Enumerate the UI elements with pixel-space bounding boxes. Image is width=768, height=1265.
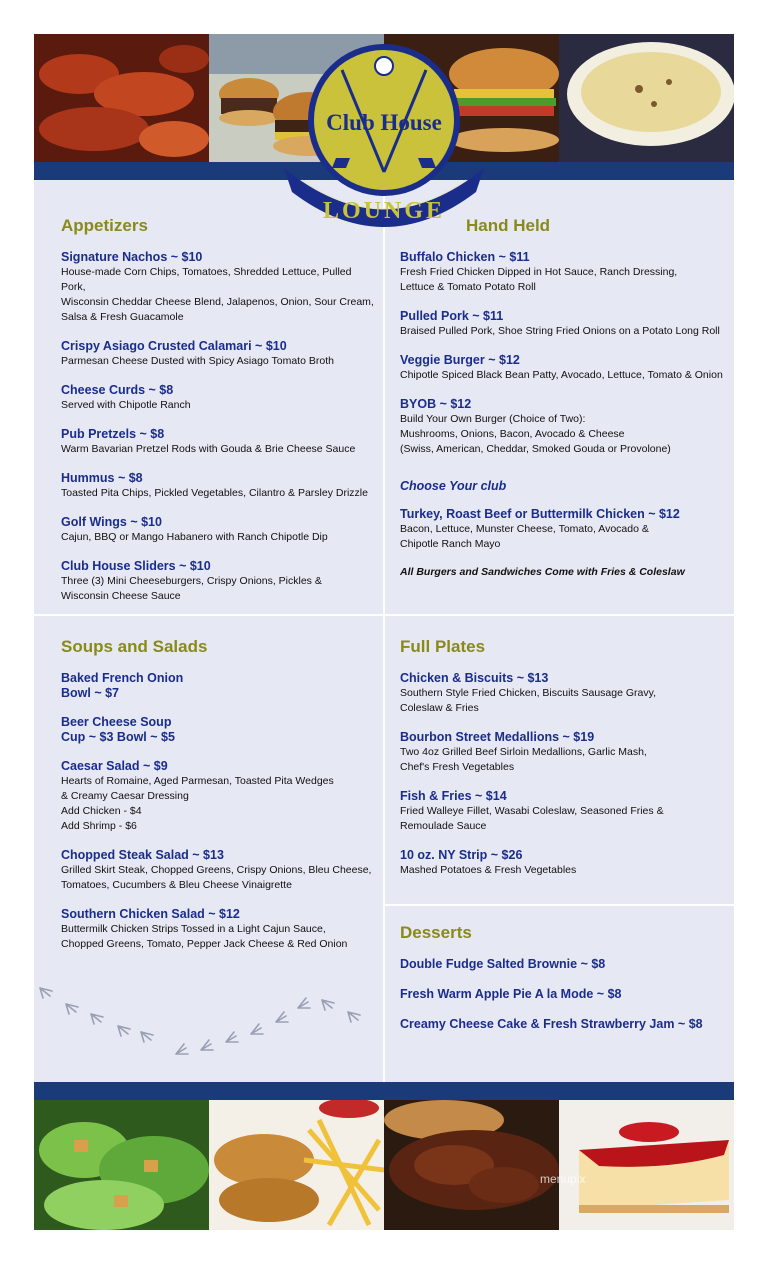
hand_held-item [400,250,725,295]
full_plates-item-desc: Coleslaw & Fries [400,702,479,714]
hand_held-item-desc: Fresh Fried Chicken Dipped in Hot Sauce, Ranch Dressing, [400,266,678,278]
hand-held-list [400,250,725,457]
soups_salads-item-name: Baked French Onion [61,671,184,685]
desserts-divider [385,904,734,906]
appetizers-item-name: Club House Sliders ~ $10 [61,559,211,573]
bottom-navy-band [34,1082,734,1100]
appetizers-item [61,559,376,604]
appetizers-list [61,250,376,604]
soups_salads-item [61,715,376,745]
appetizers-item-desc: Wisconsin Cheddar Cheese Blend, Jalapenos, Onion, Sour Cream, [61,296,374,308]
appetizers-section [61,216,376,604]
logo-name-text: Club House [326,110,442,135]
chicken-wings-photo [34,34,209,162]
appetizers-item [61,515,376,545]
soups_salads-item-name: Cup ~ $3 Bowl ~ $5 [61,730,175,744]
full_plates-item-name: Chicken & Biscuits ~ $13 [400,671,549,685]
desserts-item-name: Creamy Cheese Cake & Fresh Strawberry Jam ~ $8 [400,1017,703,1031]
soups_salads-item-desc: Grilled Skirt Steak, Chopped Greens, Crispy Onions, Bleu Cheese, [61,864,372,876]
soup-photo [559,34,734,162]
club-sandwich-item [400,507,725,552]
appetizers-item-name: Pub Pretzels ~ $8 [61,427,165,441]
full_plates-item-desc: Two 4oz Grilled Beef Sirloin Medallions, Garlic Mash, [400,746,647,758]
soups_salads-item-desc: Buttermilk Chicken Strips Tossed in a Light Cajun Sauce, [61,923,326,935]
hand-held-section [400,216,725,578]
full_plates-item [400,789,725,834]
burgers-note: All Burgers and Sandwiches Come with Fries & Coleslaw [400,566,685,578]
full_plates-item-desc: Southern Style Fried Chicken, Biscuits Sausage Gravy, [400,687,657,699]
soups_salads-item-desc: Add Chicken - $4 [61,805,142,817]
appetizers-item-desc: House-made Corn Chips, Tomatoes, Shredded Lettuce, Pulled Pork, [61,266,352,293]
hand_held-item-name: BYOB ~ $12 [400,397,472,411]
soups_salads-item-name: Southern Chicken Salad ~ $12 [61,907,240,921]
full-plates-section [400,637,725,878]
hand_held-item-desc: Braised Pulled Pork, Shoe String Fried Onions on a Potato Long Roll [400,325,720,337]
soups_salads-item-name: Caesar Salad ~ $9 [61,759,168,773]
pulled-pork-photo [384,1100,559,1230]
full_plates-item-name: Fish & Fries ~ $14 [400,789,507,803]
hand_held-item-desc: Mushrooms, Onions, Bacon, Avocado & Cheese [400,428,625,440]
hand_held-item-desc: Chipotle Spiced Black Bean Patty, Avocado, Lettuce, Tomato & Onion [400,369,723,381]
logo-ribbon-text: LOUNGE [322,198,446,224]
desserts-item [400,1017,725,1032]
appetizers-item [61,250,376,325]
full_plates-item [400,730,725,775]
soups_salads-item-desc: Hearts of Romaine, Aged Parmesan, Toasted Pita Wedges [61,775,334,787]
soups_salads-item [61,671,376,701]
full_plates-item-name: 10 oz. NY Strip ~ $26 [400,848,523,862]
soups_salads-item-name: Bowl ~ $7 [61,686,120,700]
appetizers-item-desc: Three (3) Mini Cheeseburgers, Crispy Onions, Pickles & [61,575,322,587]
soups-salads-list [61,671,376,952]
soups_salads-item-desc: Add Shrimp - $6 [61,820,137,832]
full-plates-list [400,671,725,878]
hand_held-item-desc: Build Your Own Burger (Choice of Two): [400,413,586,425]
soups_salads-item-name: Beer Cheese Soup [61,715,172,729]
appetizers-item-name: Hummus ~ $8 [61,471,143,485]
full_plates-item-name: Bourbon Street Medallions ~ $19 [400,730,595,744]
desserts-item [400,987,725,1002]
desserts-section [400,923,725,1032]
soups-salads-title: Soups and Salads [61,637,208,656]
soups_salads-item [61,907,376,952]
appetizers-item-desc: Wisconsin Cheese Sauce [61,590,181,602]
bottom-photo-strip [34,1100,734,1230]
desserts-title: Desserts [400,923,472,942]
appetizers-item-name: Signature Nachos ~ $10 [61,250,203,264]
desserts-item-name: Fresh Warm Apple Pie A la Mode ~ $8 [400,987,622,1001]
full_plates-item-desc: Chef's Fresh Vegetables [400,761,515,773]
soups_salads-item-desc: Chopped Greens, Tomato, Pepper Jack Cheese & Red Onion [61,938,348,950]
appetizers-item-desc: Salsa & Fresh Guacamole [61,311,184,323]
appetizers-item [61,471,376,501]
club-house-logo [280,40,488,235]
hand-held-title: Hand Held [466,216,551,235]
full_plates-item-desc: Mashed Potatoes & Fresh Vegetables [400,864,577,876]
section-divider [34,614,734,616]
soups_salads-item-desc: Tomatoes, Cucumbers & Bleu Cheese Vinaigrette [61,879,292,891]
soups_salads-item [61,848,376,893]
club-sandwich-desc-2: Chipotle Ranch Mayo [400,538,501,550]
full_plates-item-desc: Fried Walleye Fillet, Wasabi Coleslaw, Seasoned Fries & [400,805,664,817]
column-divider [383,180,385,1082]
soups-salads-section [61,637,376,952]
appetizers-item-desc: Parmesan Cheese Dusted with Spicy Asiago Tomato Broth [61,355,334,367]
hand_held-item [400,353,725,383]
desserts-list [400,957,725,1032]
hand_held-item [400,397,725,457]
appetizers-item-desc: Warm Bavarian Pretzel Rods with Gouda & Brie Cheese Sauce [61,443,356,455]
hand_held-item [400,309,725,339]
soups_salads-item [61,759,376,834]
soups_salads-item-name: Chopped Steak Salad ~ $13 [61,848,224,862]
full_plates-item-desc: Remoulade Sauce [400,820,487,832]
caesar-salad-photo [34,1100,209,1230]
appetizers-item [61,383,376,413]
hand_held-item-name: Pulled Pork ~ $11 [400,309,504,323]
appetizers-item-name: Crispy Asiago Crusted Calamari ~ $10 [61,339,287,353]
full-plates-title: Full Plates [400,637,486,656]
hand_held-item-name: Veggie Burger ~ $12 [400,353,520,367]
hand_held-item-desc: Lettuce & Tomato Potato Roll [400,281,536,293]
appetizers-item-desc: Toasted Pita Chips, Pickled Vegetables, Cilantro & Parsley Drizzle [61,487,368,499]
club-sandwich-name: Turkey, Roast Beef or Buttermilk Chicken ~ $12 [400,507,680,521]
appetizers-title: Appetizers [61,216,148,235]
appetizers-item [61,427,376,457]
menupix-watermark: menupix [540,1172,586,1186]
soups_salads-item-desc: & Creamy Caesar Dressing [61,790,189,802]
appetizers-item-desc: Cajun, BBQ or Mango Habanero with Ranch Chipotle Dip [61,531,328,543]
hand_held-item-desc: (Swiss, American, Cheddar, Smoked Gouda or Provolone) [400,443,671,455]
appetizers-item-name: Cheese Curds ~ $8 [61,383,174,397]
hand_held-item-name: Buffalo Chicken ~ $11 [400,250,530,264]
desserts-item [400,957,725,972]
appetizers-item-desc: Served with Chipotle Ranch [61,399,191,411]
bird-footprints-decoration [36,982,376,1062]
full_plates-item [400,848,725,878]
appetizers-item [61,339,376,369]
full_plates-item [400,671,725,716]
desserts-item-name: Double Fudge Salted Brownie ~ $8 [400,957,606,971]
cheesecake-photo [559,1100,734,1230]
choose-club-heading: Choose Your club [400,479,507,493]
fish-fries-photo [209,1100,384,1230]
club-sandwich-desc-1: Bacon, Lettuce, Munster Cheese, Tomato, Avocado & [400,523,649,535]
appetizers-item-name: Golf Wings ~ $10 [61,515,162,529]
